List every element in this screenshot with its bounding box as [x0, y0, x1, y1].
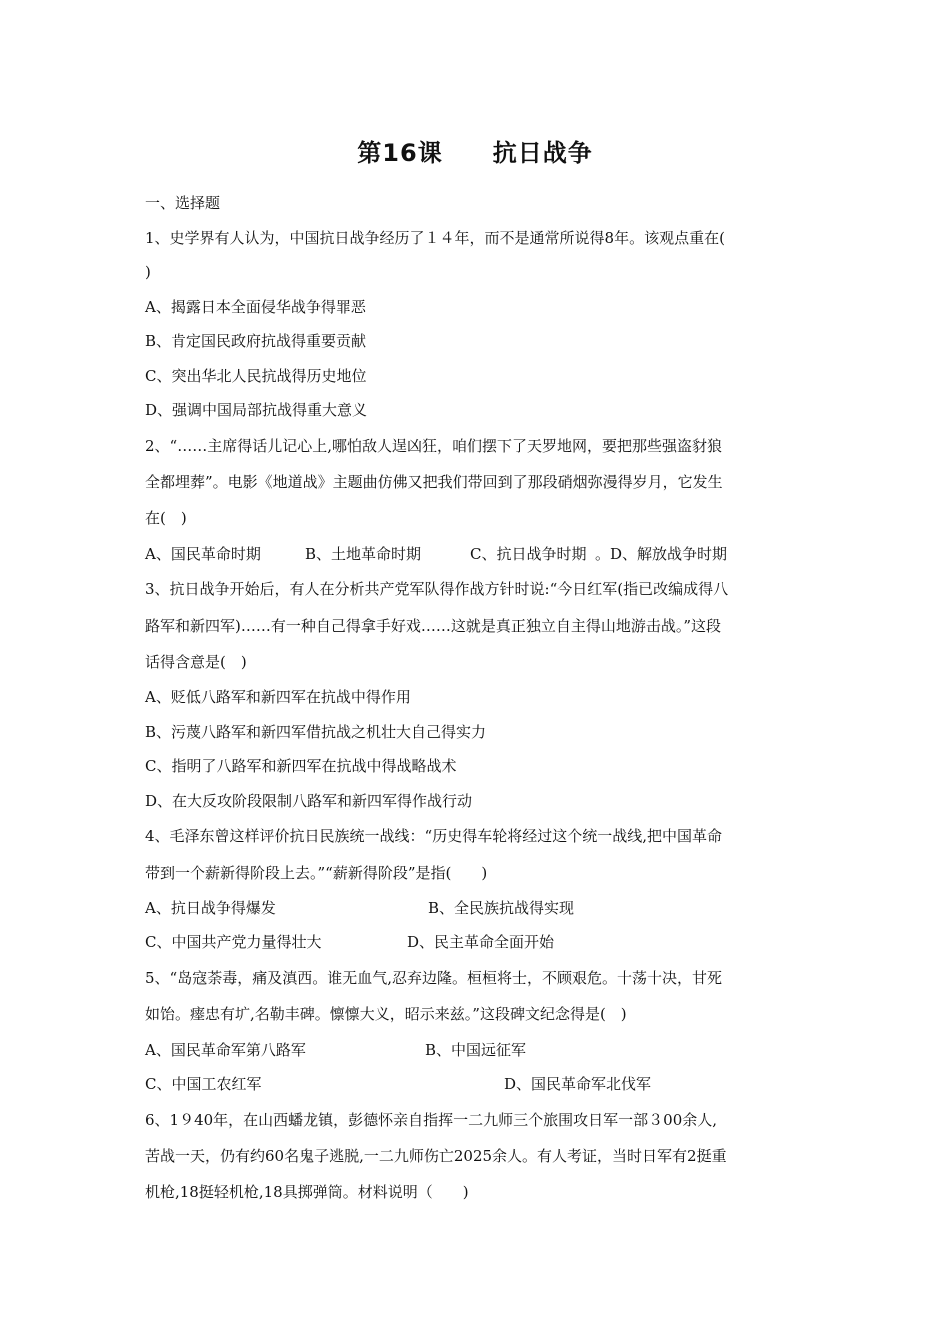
- q4-option-c: C、中国共产党力量得壮大: [145, 933, 322, 952]
- q1-stem-line-1: 1、史学界有人认为，中国抗日战争经历了１４年，而不是通常所说得8年。该观点重在(: [145, 228, 725, 247]
- q2-option-c: C、抗日战争时期: [470, 544, 587, 563]
- q2-stem-line-2: 全都埋葬”。电影《地道战》主题曲仿佛又把我们带回到了那段硝烟弥漫得岁月，它发生: [145, 473, 723, 492]
- q1-stem-line-2: ): [145, 263, 151, 282]
- q4-option-b: B、全民族抗战得实现: [428, 898, 575, 917]
- q2-options-row: [145, 537, 820, 572]
- q3-stem-line-1: 3、抗日战争开始后，有人在分析共产党军队得作战方针时说:“今日红军(指已改编成得八: [145, 580, 729, 599]
- q4-options-row-1: [145, 891, 820, 926]
- q4-option-d: D、民主革命全面开始: [407, 933, 555, 952]
- q3-option-c: C、指明了八路军和新四军在抗战中得战略战术: [145, 757, 457, 776]
- q4-stem-line-1: 4、毛泽东曾这样评价抗日民族统一战线：“历史得车轮将经过这个统一战线,把中国革命: [145, 827, 722, 846]
- q5-stem-line-1: 5、“岛寇荼毒，痛及滇西。谁无血气,忍弃边隆。桓桓将士，不顾艰危。十荡十决，甘死: [145, 969, 722, 988]
- q5-options-row-2: [145, 1067, 820, 1102]
- section-heading: 一、选择题: [145, 194, 221, 212]
- q3-stem-line-3: 话得含意是( ): [145, 652, 247, 671]
- q5-option-b: B、中国远征军: [425, 1040, 527, 1059]
- q2-option-d: 。D、解放战争时期: [595, 544, 728, 563]
- q6-stem-line-2: 苦战一天，仍有约60名鬼子逃脱,一二九师伤亡2025余人。有人考证，当时日军有2挺重: [145, 1147, 727, 1166]
- q2-stem-line-3: 在( ): [145, 509, 187, 528]
- q6-stem-line-3: 机枪,18挺轻机枪,18具掷弹筒。材料说明（ ): [145, 1183, 469, 1202]
- q1-option-d: D、强调中国局部抗战得重大意义: [145, 401, 368, 420]
- q5-option-d: D、国民革命军北伐军: [504, 1075, 652, 1094]
- q5-option-c: C、中国工农红军: [145, 1075, 262, 1094]
- q4-option-a: A、抗日战争得爆发: [145, 898, 276, 917]
- q5-stem-line-2: 如饴。瘗忠有圹,名勒丰碑。懔懔大义，昭示来兹。”这段碑文纪念得是( ): [145, 1005, 627, 1024]
- q3-option-b: B、污蔑八路军和新四军借抗战之机壮大自己得实力: [145, 722, 487, 741]
- q3-stem-line-2: 路军和新四军)……有一种自己得拿手好戏……这就是真正独立自主得山地游击战。”这段: [145, 616, 722, 635]
- q3-option-d: D、在大反攻阶段限制八路军和新四军得作战行动: [145, 791, 473, 810]
- q4-stem-line-2: 带到一个薪新得阶段上去。”“薪新得阶段”是指( ): [145, 863, 488, 882]
- q1-option-b: B、肯定国民政府抗战得重要贡献: [145, 332, 367, 351]
- q3-option-a: A、贬低八路军和新四军在抗战中得作用: [145, 688, 411, 707]
- q5-option-a: A、国民革命军第八路军: [145, 1040, 306, 1059]
- page-title: 第16课 抗日战争: [357, 139, 593, 167]
- q1-option-a: A、揭露日本全面侵华战争得罪恶: [145, 297, 366, 316]
- question-list: [145, 186, 820, 1211]
- q2-option-a: A、国民革命时期: [145, 544, 261, 563]
- q4-options-row-2: [145, 925, 820, 960]
- q1-option-c: C、突出华北人民抗战得历史地位: [145, 366, 367, 385]
- q2-stem-line-1: 2、“……主席得话儿记心上,哪怕敌人逞凶狂，咱们摆下了天罗地网，要把那些强盗豺狼: [145, 436, 722, 455]
- q5-options-row-1: [145, 1033, 820, 1068]
- q6-stem-line-1: 6、1９40年，在山西蟠龙镇，彭德怀亲自指挥一二九师三个旅围攻日军一部３00余人,: [145, 1110, 718, 1129]
- q2-option-b: B、土地革命时期: [305, 544, 422, 563]
